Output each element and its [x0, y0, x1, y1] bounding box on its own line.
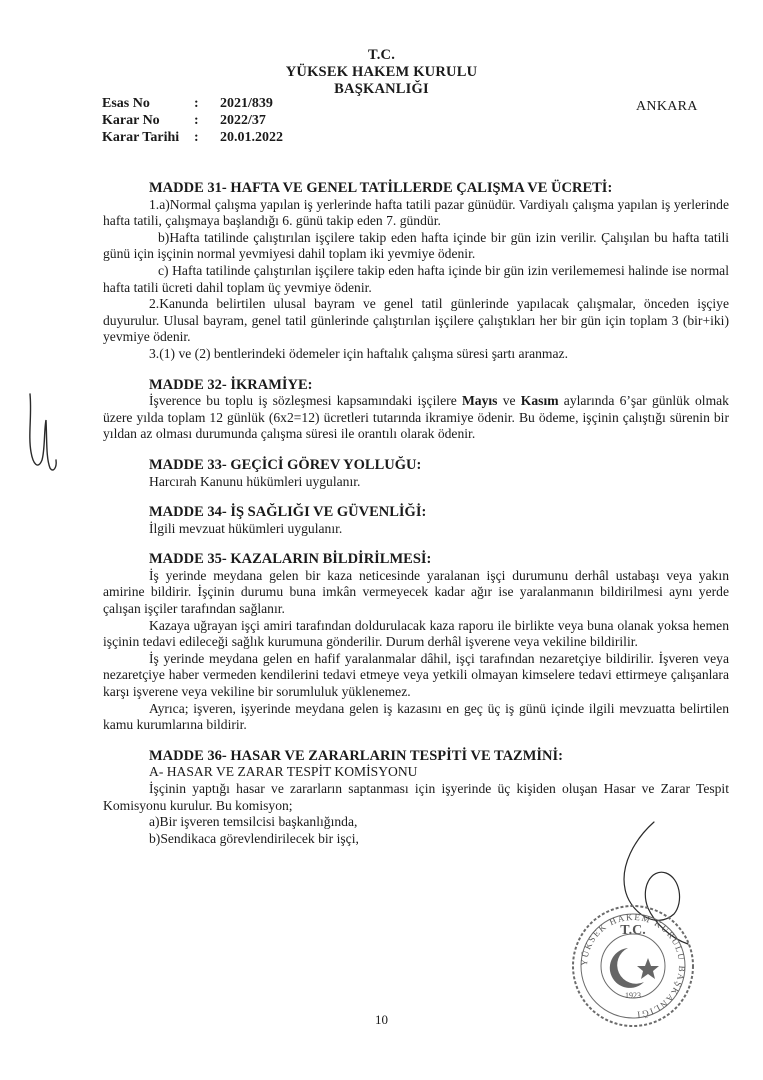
article-36-item-a: a)Bir işveren temsilcisi başkanlığında,	[149, 814, 358, 830]
document-body	[103, 180, 729, 847]
seal-year: 1923	[625, 991, 641, 1000]
article-34-heading: MADDE 34- İŞ SAĞLIĞI VE GÜVENLİĞİ:	[149, 504, 427, 521]
page-number: 10	[375, 1012, 388, 1027]
city: ANKARA	[636, 99, 698, 114]
article-32-text: aylarında 6’şar günlük olmak üzere yılda toplam 12 günlük (6x2=12) ücretleri tutarında ikramiye ödenir. Bu ödeme, işçinin çalıştığı sürenin bir yıldan az olması durumunda çalışma süresi ile orantılı olarak ödenir.	[103, 393, 729, 442]
article-36-subheading: A- HASAR VE ZARAR TESPİT KOMİSYONU	[149, 764, 418, 780]
article-35-para-1: İş yerinde meydana gelen bir kaza neticesinde yaralanan işçi durumunu derhâl ustabaşı veya yakın amirine bildirir. İşçinin durumu buna imkân vermeyecek kadar ağır ise yaralanmanın bildirilmesi aynı yerde çalışan işçiler tarafından sağlanır.	[103, 567, 729, 617]
esas-label: Esas No	[102, 96, 150, 111]
tarih-row	[102, 129, 283, 146]
article-31-para-1: 1.a)Normal çalışma yapılan iş yerlerinde hafta tatili pazar günüdür. Vardiyalı çalışma yapılan iş yerlerinde hafta tatili, çalışmaya başlandığı 6. günü takip eden 7. gündür.	[103, 196, 729, 229]
article-32-heading: MADDE 32- İKRAMİYE:	[149, 376, 313, 393]
article-31-heading: MADDE 31- HAFTA VE GENEL TATİLLERDE ÇALIŞMA VE ÜCRETİ:	[149, 180, 613, 196]
article-33-heading: MADDE 33- GEÇİCİ GÖREV YOLLUĞU:	[149, 456, 422, 473]
colon: :	[194, 96, 199, 111]
karar-value: 2022/37	[220, 113, 266, 128]
article-33-para: Harcırah Kanunu hükümleri uygulanır.	[149, 473, 361, 489]
esas-value: 2021/839	[220, 96, 273, 111]
article-32-text: İşverence bu toplu iş sözleşmesi kapsamındaki işçilere	[149, 393, 462, 409]
month-may: Mayıs	[461, 393, 498, 409]
karar-label: Karar No	[102, 113, 160, 128]
article-32-para	[103, 393, 729, 443]
article-34-para: İlgili mevzuat hükümleri uygulanır.	[149, 520, 343, 536]
colon: :	[194, 130, 199, 145]
article-36-item-b: b)Sendikaca görevlendirilecek bir işçi,	[149, 830, 359, 846]
karar-row	[102, 112, 283, 129]
header-tc: T.C.	[367, 47, 396, 63]
colon: :	[194, 113, 199, 128]
seal-ring-text: YÜKSEK HAKEM KURULU BAŞKANLIĞI	[578, 911, 688, 1020]
case-meta	[102, 95, 283, 146]
article-32-text: ve	[497, 393, 521, 409]
article-36-para-1: İşçinin yaptığı hasar ve zararların saptanması için işyerinde üç kişiden oluşan Hasar ve Zarar Tespit Komisyonu kurulur. Bu komisyon;	[103, 781, 729, 813]
esas-row	[102, 95, 283, 112]
article-35-para-4: Ayrıca; işveren, işyerinde meydana gelen iş kazasını en geç üç iş günü içinde ilgili mevzuatta belirtilen kamu kurumlarına bildirir.	[103, 700, 729, 733]
article-35-para-3: İş yerinde meydana gelen en hafif yaralanmalar dâhil, işçi tarafından nezaretçiye bildirilir. İşveren veya nezaretçiye haber vermeden kendilerini tedavi etmeye veya yetkili olmayan kimselere tedavi ettirmeye çalışanlara karşı işverene veya vekiline bir sorumluluk yüklenemez.	[103, 650, 729, 700]
article-31-para-2: b)Hafta tatilinde çalıştırılan işçilere takip eden hafta içinde bir gün izin verilir. Çalışılan bu hafta tatili günü için işçinin normal yevmiyesi dahil toplam iki yevmiye ödenir.	[103, 229, 729, 262]
article-31-para-5: 3.(1) ve (2) bentlerindeki ödemeler için haftalık çalışma süresi şartı aranmaz.	[149, 345, 568, 361]
header-department: BAŞKANLIĞI	[334, 81, 429, 97]
tarih-label: Karar Tarihi	[102, 130, 180, 145]
tarih-value: 20.01.2022	[220, 130, 283, 145]
article-31-para-4: 2.Kanunda belirtilen ulusal bayram ve genel tatil günlerinde yapılacak çalışmalar, önceden işçiye duyurulur. Ulusal bayram, genel tatil günlerinde çalıştırılan işçilere çalıştıkları her bir gün için toplam 3 (bir+iki) yevmiye ödenir.	[103, 296, 729, 345]
article-36-heading: MADDE 36- HASAR VE ZARARLARIN TESPİTİ VE TAZMİNİ:	[149, 747, 563, 764]
margin-initial-signature	[22, 390, 60, 475]
header-institution: YÜKSEK HAKEM KURULU	[285, 64, 478, 80]
seal-tc: T.C.	[620, 923, 646, 938]
month-november: Kasım	[520, 393, 559, 409]
article-31-para-3: c) Hafta tatilinde çalıştırılan işçilere takip eden hafta içinde bir gün izin verilememesi halinde ise normal hafta tatili ücreti dahil toplam üç yevmiye ödenir.	[103, 262, 729, 295]
article-35-heading: MADDE 35- KAZALARIN BİLDİRİLMESİ:	[149, 551, 432, 568]
article-35-para-2: Kazaya uğrayan işçi amiri tarafından doldurulacak kaza raporu ile birlikte veya buna olanak yoksa hemen işçinin tedavi edileceği sağlık kurumuna gönderilir. Durum derhâl işverene veya vekiline bildirilir.	[103, 617, 729, 650]
